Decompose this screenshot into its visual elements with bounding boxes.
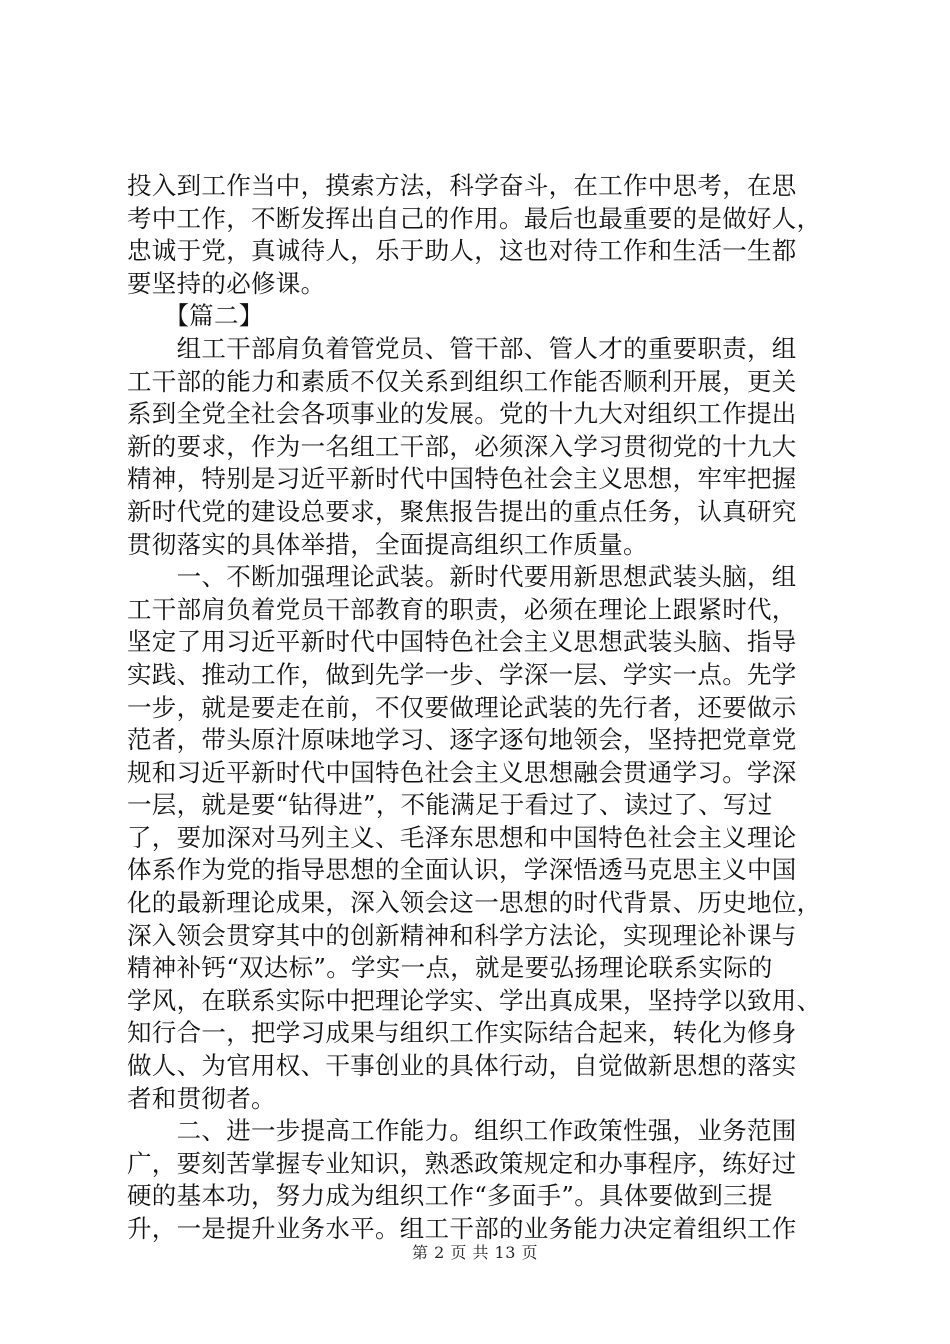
text-line: 组工干部肩负着管党员、管干部、管人才的重要职责，组	[127, 333, 797, 363]
text-line: 要坚持的必修课。	[127, 268, 326, 298]
text-line: 一层，就是要“钻得进”，不能满足于看过了、读过了、写过	[127, 790, 773, 820]
text-line: 坚定了用习近平新时代中国特色社会主义思想武装头脑、指导	[127, 627, 797, 657]
text-line: 升，一是提升业务水平。组工干部的业务能力决定着组织工作	[127, 1214, 797, 1243]
text-line: 一步，就是要走在前，不仅要做理论武装的先行者，还要做示	[127, 692, 797, 722]
body-text	[127, 170, 833, 1246]
text-line: 新时代党的建设总要求，聚焦报告提出的重点任务，认真研究	[127, 496, 797, 526]
text-line: 了，要加深对马列主义、毛泽东思想和中国特色社会主义理论	[127, 822, 797, 852]
text-line: 学风，在联系实际中把理论学实、学出真成果，坚持学以致用、	[127, 985, 822, 1015]
text-line: 做人、为官用权、干事创业的具体行动，自觉做新思想的落实	[127, 1051, 797, 1081]
text-line: 硬的基本功，努力成为组织工作“多面手”。具体要做到三提	[127, 1181, 773, 1211]
text-line: 投入到工作当中，摸索方法，科学奋斗，在工作中思考，在思	[127, 171, 797, 200]
text-line: 二、进一步提高工作能力。组织工作政策性强，业务范围	[127, 1116, 797, 1146]
page-footer: 第 2 页 共 13 页	[412, 1243, 538, 1262]
text-line: 工干部的能力和素质不仅关系到组织工作能否顺利开展，更关	[127, 366, 797, 396]
text-line: 者和贯彻者。	[127, 1083, 276, 1113]
text-line: 化的最新理论成果，深入领会这一思想的时代背景、历史地位，	[127, 888, 822, 918]
text-line: 考中工作，不断发挥出自己的作用。最后也最重要的是做好人，	[127, 203, 822, 233]
text-line: 忠诚于党，真诚待人，乐于助人，这也对待工作和生活一生都	[127, 236, 797, 266]
text-line: 工干部肩负着党员干部教育的职责，必须在理论上跟紧时代，	[127, 594, 797, 624]
text-line: 新的要求，作为一名组工干部，必须深入学习贯彻党的十九大	[127, 431, 797, 461]
text-line: 体系作为党的指导思想的全面认识，学深悟透马克思主义中国	[127, 855, 797, 885]
text-line: 【篇二】	[127, 301, 264, 331]
text-line: 系到全党全社会各项事业的发展。党的十九大对组织工作提出	[127, 399, 797, 429]
text-line: 范者，带头原汁原味地学习、逐字逐句地领会，坚持把党章党	[127, 725, 797, 755]
text-line: 知行合一，把学习成果与组织工作实际结合起来，转化为修身	[127, 1018, 797, 1048]
text-line: 精神，特别是习近平新时代中国特色社会主义思想，牢牢把握	[127, 464, 797, 494]
text-line: 广，要刻苦掌握专业知识，熟悉政策规定和办事程序，练好过	[127, 1148, 797, 1178]
text-line: 精神补钙“双达标”。学实一点，就是要弘扬理论联系实际的	[127, 953, 773, 983]
text-line: 实践、推动工作，做到先学一步、学深一层、学实一点。先学	[127, 659, 797, 689]
text-line: 规和习近平新时代中国特色社会主义思想融会贯通学习。学深	[127, 757, 797, 787]
text-line: 一、不断加强理论武装。新时代要用新思想武装头脑，组	[127, 562, 797, 592]
text-line: 深入领会贯穿其中的创新精神和科学方法论，实现理论补课与	[127, 920, 797, 950]
text-line: 贯彻落实的具体举措，全面提高组织工作质量。	[127, 529, 648, 559]
